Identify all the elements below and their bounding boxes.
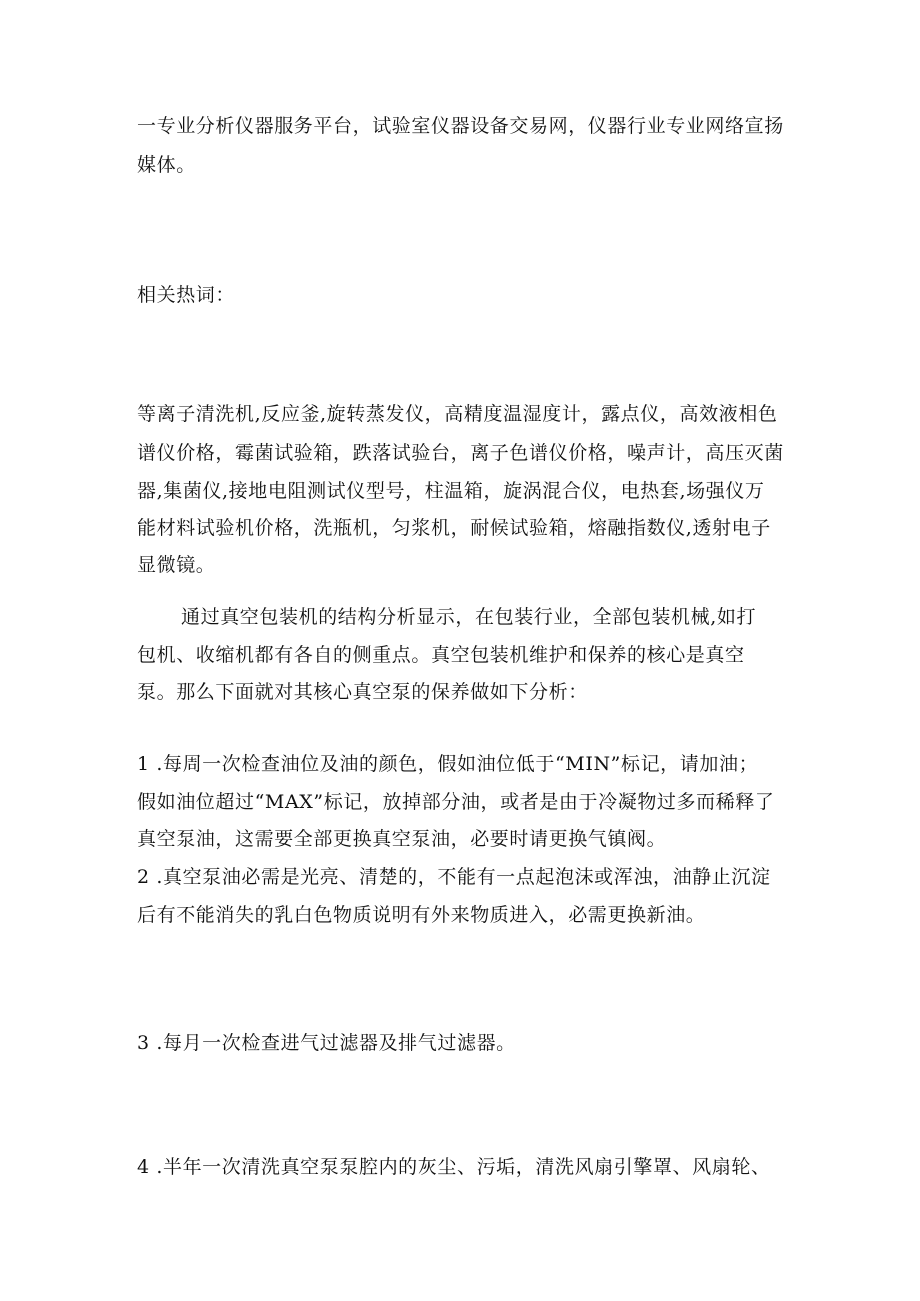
hot-words-line: 能材料试验机价格，洗瓶机，匀浆机，耐候试验箱，熔融指数仪,透射电子 xyxy=(137,517,771,539)
body-line: 泵。那么下面就对其核心真空泵的保养做如下分析： xyxy=(137,681,588,703)
hot-words-line: 谱仪价格，霉菌试验箱，跌落试验台，离子色谱仪价格，噪声计，高压灭菌 xyxy=(137,442,784,464)
item-line: 真空泵油，这需要全部更换真空泵油，必要时请更换气镇阀。 xyxy=(137,828,667,850)
item-line: 2 .真空泵油必需是光亮、清楚的，不能有一点起泡沫或浑浊，油静止沉淀 xyxy=(137,866,771,888)
item-line: 后有不能消失的乳白色物质说明有外来物质进入，必需更换新油。 xyxy=(137,904,706,926)
item-line: 4 .半年一次清洗真空泵泵腔内的灰尘、污垢，清洗风扇引擎罩、风扇轮、 xyxy=(137,1156,771,1178)
intro-line: 媒体。 xyxy=(137,154,196,176)
item-line: 3 .每月一次检查进气过滤器及排气过滤器。 xyxy=(137,1032,516,1054)
intro-line: 一专业分析仪器服务平台，试验室仪器设备交易网，仪器行业专业网络宣扬 xyxy=(137,115,784,137)
item-line: 假如油位超过“MAX”标记，放掉部分油，或者是由于冷凝物过多而稀释了 xyxy=(137,791,775,813)
body-line: 通过真空包装机的结构分析显示，在包装行业，全部包装机械,如打 xyxy=(181,606,757,628)
body-line: 包机、收缩机都有各自的侧重点。真空包装机维护和保养的核心是真空 xyxy=(137,644,745,666)
hot-words-line: 等离子清洗机,反应釜,旋转蒸发仪，高精度温湿度计，露点仪，高效液相色 xyxy=(137,403,778,425)
item-line: 1 .每周一次检查油位及油的颜色，假如油位低于“MIN”标记，请加油； xyxy=(137,753,759,775)
hot-words-heading: 相关热词： xyxy=(137,284,236,306)
hot-words-line: 器,集菌仪,接地电阻测试仪型号，柱温箱，旋涡混合仪，电热套,场强仪万 xyxy=(137,480,765,502)
hot-words-line: 显微镜。 xyxy=(137,554,216,576)
